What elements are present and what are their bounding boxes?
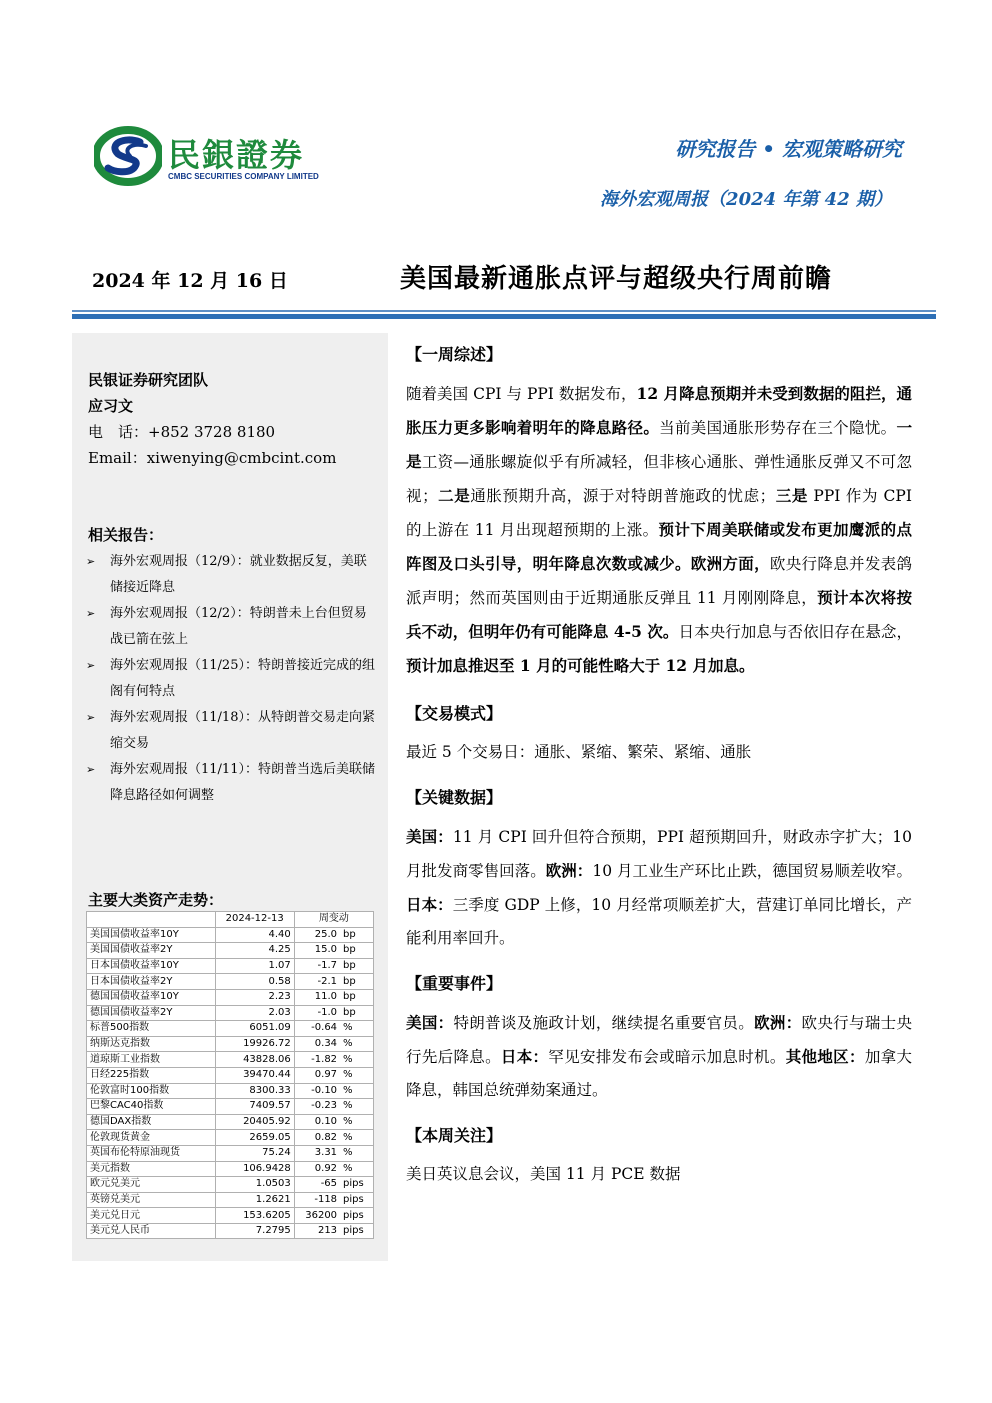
related-report-text: 海外宏观周报（12/9）：就业数据反复，美联储接近降息 [110,554,367,595]
asset-header-change: 周变动 [294,912,373,928]
asset-change: -0.64 [294,1021,340,1037]
asset-name: 道琼斯工业指数 [87,1052,216,1068]
report-title: 美国最新通胀点评与超级央行周前瞻 [400,264,833,294]
asset-name: 日本国债收益率10Y [87,958,216,974]
asset-unit: % [340,1083,373,1099]
asset-row [87,927,374,943]
asset-table-body [87,927,374,1239]
asset-change: 15.0 [294,943,340,959]
asset-unit: % [340,1021,373,1037]
summary-heading: 【一周综述】 [406,345,503,364]
events-heading: 【重要事件】 [406,974,503,993]
asset-name: 美元兑日元 [87,1208,216,1224]
report-date: 2024 年 12 月 16 日 [92,270,288,292]
asset-table [86,911,374,1239]
asset-unit: pips [340,1208,373,1224]
related-report-text: 海外宏观周报（12/2）：特朗普未上台但贸易战已箭在弦上 [110,606,367,647]
divider-thin-line [72,310,936,312]
logo-mark-icon [94,126,162,186]
asset-row [87,1005,374,1021]
asset-name: 美元指数 [87,1161,216,1177]
events-jp-text: 罕见安排发布会或暗示加息时机。 [548,1048,786,1066]
asset-name: 德国DAX指数 [87,1114,216,1130]
asset-row [87,1223,374,1239]
asset-row [87,1161,374,1177]
related-report-text: 海外宏观周报（11/18）：从特朗普交易走向紧缩交易 [110,710,375,751]
asset-name: 英国布伦特原油现货 [87,1145,216,1161]
asset-row [87,1208,374,1224]
asset-value: 43828.06 [215,1052,294,1068]
asset-value: 39470.44 [215,1067,294,1083]
assets-title: 主要大类资产走势： [88,891,224,909]
events-us-text: 特朗普谈及施政计划，继续提名重要官员。 [453,1014,755,1032]
asset-change: -2.1 [294,974,340,990]
analyst-email[interactable]: Email：xiwenying@cmbcint.com [88,449,337,467]
asset-row [87,958,374,974]
events-other-label: 其他地区： [785,1047,865,1066]
related-report-item[interactable] [86,601,376,653]
asset-name: 德国国债收益率2Y [87,1005,216,1021]
asset-row [87,1036,374,1052]
asset-change: -118 [294,1192,340,1208]
asset-row [87,943,374,959]
analyst-name: 应习文 [88,397,134,415]
asset-unit: bp [340,927,373,943]
team-name: 民银证券研究团队 [88,371,209,389]
events-other-text: 加拿大降息，韩国总统弹劾案通过。 [406,1048,912,1099]
asset-unit: % [340,1099,373,1115]
asset-change: 213 [294,1223,340,1239]
summary-b4: 三是 [775,486,808,505]
asset-name: 伦敦现货黄金 [87,1130,216,1146]
summary-s4: 通胀预期升高，源于对特朗普施政的忧虑； [470,487,776,505]
key-jp-text: 三季度 GDP 上修，10 月经常项顺差扩大，营建订单同比增长，产能利用率回升。 [406,896,912,947]
asset-header-date: 2024-12-13 [215,912,294,928]
related-reports-title: 相关报告： [88,526,164,544]
events-eu-label: 欧洲： [754,1013,802,1032]
asset-name: 美国国债收益率10Y [87,927,216,943]
asset-change: 0.92 [294,1161,340,1177]
asset-value: 1.07 [215,958,294,974]
arrow-bullet-icon: ➢ [86,555,96,568]
asset-value: 4.40 [215,927,294,943]
asset-change: 0.10 [294,1114,340,1130]
asset-change: 0.82 [294,1130,340,1146]
asset-row [87,974,374,990]
asset-value: 6051.09 [215,1021,294,1037]
summary-b5: 预计下周美联储或发布更加鹰派的点阵图及口头引导，明年降息次数或减少。欧洲方面， [406,520,912,573]
asset-unit: % [340,1145,373,1161]
focus-heading: 【本周关注】 [406,1126,503,1145]
asset-unit: pips [340,1192,373,1208]
asset-change: 3.31 [294,1145,340,1161]
asset-value: 2659.05 [215,1130,294,1146]
summary-b7: 预计加息推迟至 1 月的可能性略大于 12 月加息。 [406,656,755,675]
asset-unit: pips [340,1177,373,1193]
asset-change: -0.23 [294,1099,340,1115]
asset-change: 11.0 [294,989,340,1005]
logo-chinese-name: 民銀證券 [168,136,305,174]
asset-value: 106.9428 [215,1161,294,1177]
asset-row [87,989,374,1005]
asset-name: 日本国债收益率2Y [87,974,216,990]
asset-change: -1.0 [294,1005,340,1021]
asset-value: 20405.92 [215,1114,294,1130]
related-report-item[interactable] [86,549,376,601]
asset-unit: % [340,1114,373,1130]
company-logo [94,126,344,188]
asset-header-name [87,912,216,928]
asset-change: -1.7 [294,958,340,974]
related-report-item[interactable] [86,653,376,705]
asset-value: 4.25 [215,943,294,959]
asset-change: -65 [294,1177,340,1193]
asset-unit: % [340,1130,373,1146]
key-us-label: 美国： [406,827,453,846]
asset-name: 欧元兑美元 [87,1177,216,1193]
asset-row [87,1083,374,1099]
asset-row [87,1114,374,1130]
asset-value: 75.24 [215,1145,294,1161]
asset-name: 纳斯达克指数 [87,1036,216,1052]
asset-unit: bp [340,943,373,959]
related-report-item[interactable] [86,705,376,757]
divider-thick-line [72,314,936,319]
asset-name: 美国国债收益率2Y [87,943,216,959]
asset-change: 0.97 [294,1067,340,1083]
asset-row [87,1021,374,1037]
key-jp-label: 日本： [406,895,453,914]
summary-s7: 日本央行加息与否依旧存在悬念， [678,623,912,641]
asset-unit: bp [340,1005,373,1021]
asset-change: -1.82 [294,1052,340,1068]
summary-s3: 工资—通胀螺旋似乎有所减轻，但非核心通胀、弹性通胀反弹又不可忽视； [406,453,912,505]
summary-b1: 12 月降息预期并未受到数据的阻拦，通胀压力更多影响着明年的降息路径。 [406,384,913,437]
trade-paragraph: 最近 5 个交易日：通胀、紧缩、繁荣、紧缩、通胀 [406,743,752,761]
summary-s1: 随着美国 CPI 与 PPI 数据发布， [406,385,637,403]
asset-unit: bp [340,974,373,990]
summary-s6: 欧央行降息并发表鸽派声明；然而英国则由于近期通胀反弹且 11 月刚刚降息， [406,555,912,607]
events-jp-label: 日本： [500,1047,549,1066]
key-data-paragraph [406,820,912,955]
asset-unit: % [340,1052,373,1068]
main-content [406,340,912,1191]
asset-value: 19926.72 [215,1036,294,1052]
asset-value: 8300.33 [215,1083,294,1099]
asset-unit: bp [340,958,373,974]
asset-change: 0.34 [294,1036,340,1052]
asset-unit: bp [340,989,373,1005]
asset-name: 日经225指数 [87,1067,216,1083]
events-us-label: 美国： [406,1013,454,1032]
asset-unit: % [340,1036,373,1052]
asset-name: 德国国债收益率10Y [87,989,216,1005]
asset-unit: pips [340,1223,373,1239]
related-report-text: 海外宏观周报（11/11）：特朗普当选后美联储降息路径如何调整 [110,762,375,803]
summary-s5: PPI 作为 CPI 的上游在 11 月出现超预期的上涨。 [406,487,912,539]
key-us-text: 11 月 CPI 回升但符合预期，PPI 超预期回升，财政赤字扩大；10 月批发商零售回落。 [406,828,912,880]
report-series: 海外宏观周报（2024 年第 42 期） [600,189,892,210]
asset-name: 巴黎CAC40指数 [87,1099,216,1115]
report-type: 研究报告 • 宏观策略研究 [675,137,902,161]
sidebar [72,333,388,1261]
asset-change: 36200 [294,1208,340,1224]
asset-name: 英镑兑美元 [87,1192,216,1208]
related-report-item[interactable] [86,757,376,809]
events-eu-text: 欧央行与瑞士央行先后降息。 [406,1014,912,1066]
related-report-text: 海外宏观周报（11/25）：特朗普接近完成的组阁有何特点 [110,658,375,699]
key-eu-label: 欧洲： [545,861,593,880]
asset-name: 伦敦富时100指数 [87,1083,216,1099]
asset-unit: % [340,1067,373,1083]
arrow-bullet-icon: ➢ [86,711,96,724]
asset-row [87,1130,374,1146]
asset-row [87,1145,374,1161]
asset-value: 0.58 [215,974,294,990]
summary-b6: 预计本次将按兵不动，但明年仍有可能降息 4-5 次。 [406,588,912,641]
events-paragraph [406,1006,912,1107]
key-eu-text: 10 月工业生产环比止跌，德国贸易顺差收窄。 [592,862,912,880]
trade-heading: 【交易模式】 [406,704,503,723]
asset-value: 153.6205 [215,1208,294,1224]
asset-row [87,1177,374,1193]
asset-value: 1.2621 [215,1192,294,1208]
asset-row [87,1052,374,1068]
asset-value: 7.2795 [215,1223,294,1239]
summary-s2: 当前美国通胀形势存在三个隐忧。 [659,419,897,437]
asset-value: 7409.57 [215,1099,294,1115]
asset-change: -0.10 [294,1083,340,1099]
arrow-bullet-icon: ➢ [86,763,96,776]
asset-row [87,1067,374,1083]
related-reports-list [86,549,376,809]
asset-change: 25.0 [294,927,340,943]
arrow-bullet-icon: ➢ [86,607,96,620]
asset-row [87,1099,374,1115]
summary-b2: 一是 [406,418,912,471]
asset-name: 标普500指数 [87,1021,216,1037]
asset-value: 1.0503 [215,1177,294,1193]
arrow-bullet-icon: ➢ [86,659,96,672]
asset-name: 美元兑人民币 [87,1223,216,1239]
logo-english-name: CMBC SECURITIES COMPANY LIMITED [168,172,319,181]
focus-paragraph: 美日英议息会议，美国 11 月 PCE 数据 [406,1165,681,1183]
analyst-phone: 电 话：+852 3728 8180 [88,423,276,441]
asset-value: 2.23 [215,989,294,1005]
asset-unit: % [340,1161,373,1177]
summary-b3: 二是 [437,486,471,505]
asset-row [87,1192,374,1208]
asset-table-header-row [87,912,374,928]
asset-value: 2.03 [215,1005,294,1021]
key-data-heading: 【关键数据】 [406,788,503,807]
header-divider [72,310,936,322]
summary-paragraph [406,377,912,683]
